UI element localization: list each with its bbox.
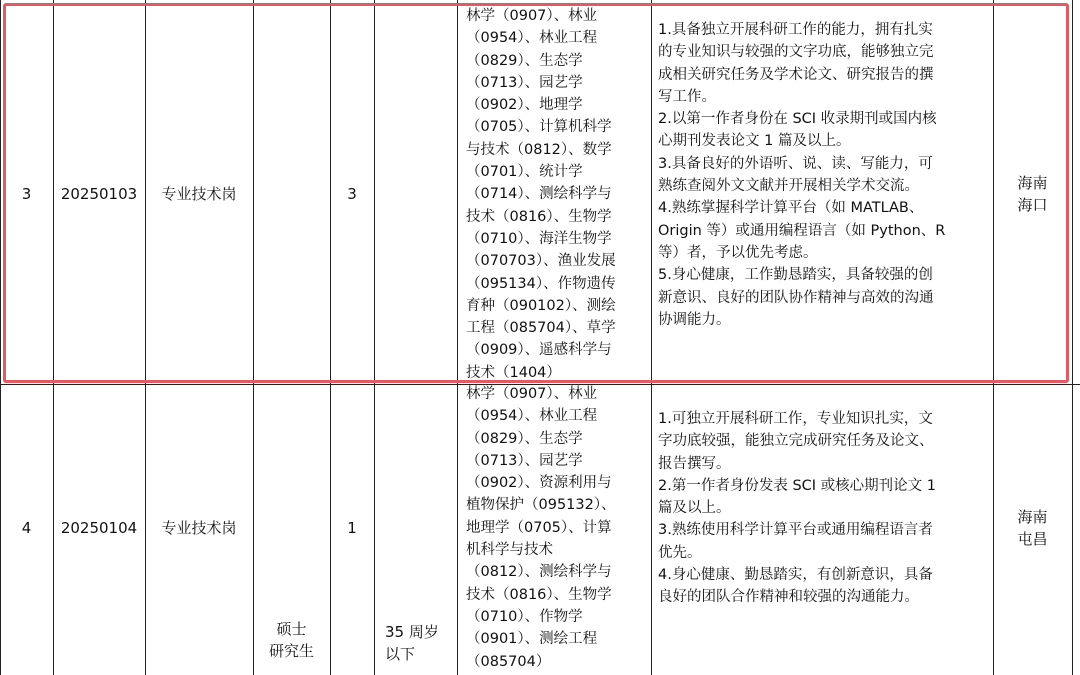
seq-cell: 4 [21,519,32,537]
location-cell: 海南 海口 [1017,174,1048,214]
seq-cell: 3 [21,185,32,203]
education-cell: 硕士 研究生 [268,620,314,660]
location-cell: 海南 屯昌 [1017,508,1048,548]
age-cell: 35 周岁 以下 [385,623,439,663]
headcount-cell: 3 [347,185,357,203]
highlight-box [3,3,1069,383]
post-code-cell: 20250103 [60,185,138,203]
major-cell: 林学（0907）、林业 （0954）、林业工程 （0829）、生态学 （0713）、园艺学 （0902）、资源利用与 植物保护（095132）、 地理学（0705）、计算 机科学与技术 （0812）、测绘科学与 技术（0816）、生物学 （0710）、作物学 （0901）、测绘工程 （085704） [466,386,616,670]
post-code-cell: 20250104 [60,519,138,537]
headcount-cell: 1 [347,519,357,537]
post-name-cell: 专业技术岗 [161,519,237,537]
requirements-cell: 1.具备独立开展科研工作的能力，拥有扎实 的专业知识与较强的文字功底，能够独立完 成相关研究任务及学术论文、研究报告的撰 写工作。 2.以第一作者身份在 SCI 收录期刊或国内核 心期刊发表论文 1 篇及以上。 3.具备良好的外语听、说、读、写能力，可 熟练查阅外文文献并开展相关学术交流。 4.熟练掌握科学计算平台（如 MATLAB、 Origin 等）或通用编程语言（如 Python、R 等）者，予以优先考虑。 5.身心健康，工作勤恳踏实，具备较强的创 新意识、良好的团队协作精神与高效的沟通 协调能力。 [658,22,946,328]
requirements-cell: 1.可独立开展科研工作，专业知识扎实，文 字功底较强，能独立完成研究任务及论文、 报告撰写。 2.第一作者身份发表 SCI 或核心期刊论文 1 篇及以上。 3.熟练使用科学计算平台或通用编程语言者 优先。 4.身心健康、勤恳踏实，有创新意识，具备 良好的团队合作精神和较强的沟通能力。 [658,411,936,606]
post-name-cell: 专业技术岗 [161,185,237,203]
major-cell: 林学（0907）、林业 （0954）、林业工程 （0829）、生态学 （0713）、园艺学 （0902）、地理学 （0705）、计算机科学 与技术（0812）、数学 （0701）、统计学 （0714）、测绘科学与 技术（0816）、生物学 （0710）、海洋生物学 （070703）、渔业发展 （095134）、作物遗传 育种（090102）、测绘 工程（085704）、草学 （0909）、遥感科学与 技术（1404） [466,8,616,381]
col-divider [1072,0,1073,675]
col-divider [0,0,1,675]
